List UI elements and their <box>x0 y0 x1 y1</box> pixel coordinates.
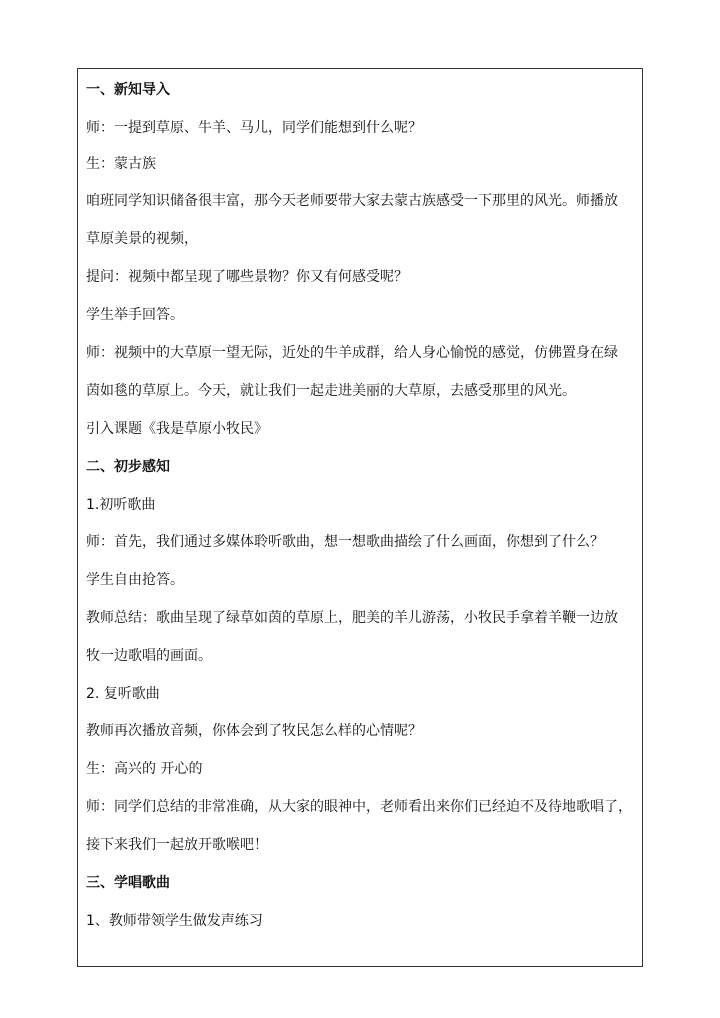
paragraph-line: 茵如毯的草原上。今天，就让我们一起走进美丽的大草原，去感受那里的风光。 <box>86 383 576 399</box>
paragraph-line: 学生自由抢答。 <box>86 572 184 588</box>
paragraph-line: 生：高兴的 开心的 <box>86 761 203 777</box>
paragraph-line: 师：一提到草原、牛羊、马儿，同学们能想到什么呢？ <box>86 120 422 136</box>
paragraph-line: 教师再次播放音频，你体会到了牧民怎么样的心情呢？ <box>86 723 422 739</box>
paragraph-line: 牧一边歌唱的画面。 <box>86 648 212 664</box>
paragraph-line: 1.初听歌曲 <box>86 497 156 513</box>
paragraph-line: 提问：视频中都呈现了哪些景物？你又有何感受呢？ <box>86 269 408 285</box>
section-heading: 三、学唱歌曲 <box>86 875 170 891</box>
paragraph-line: 生：蒙古族 <box>86 156 156 172</box>
section-heading: 二、初步感知 <box>86 459 170 475</box>
paragraph-line: 教师总结：歌曲呈现了绿草如茵的草原上，肥美的羊儿游荡，小牧民手拿着羊鞭一边放 <box>86 610 618 626</box>
paragraph-line: 学生举手回答。 <box>86 307 184 323</box>
paragraph-line: 草原美景的视频， <box>86 231 198 247</box>
paragraph-line: 2. 复听歌曲 <box>86 686 160 702</box>
paragraph-line: 咱班同学知识储备很丰富，那今天老师要带大家去蒙古族感受一下那里的风光。师播放 <box>86 193 618 209</box>
section-heading: 一、新知导入 <box>86 82 170 98</box>
paragraph-line: 师：视频中的大草原一望无际，近处的牛羊成群，给人身心愉悦的感觉，仿佛置身在绿 <box>86 345 618 361</box>
paragraph-line: 1、教师带领学生做发声练习 <box>86 913 263 929</box>
paragraph-line: 师：首先，我们通过多媒体聆听歌曲，想一想歌曲描绘了什么画面，你想到了什么？ <box>86 534 604 550</box>
paragraph-line: 引入课题《我是草原小牧民》 <box>86 421 268 437</box>
paragraph-line: 接下来我们一起放开歌喉吧！ <box>86 837 268 853</box>
paragraph-line: 师：同学们总结的非常准确，从大家的眼神中，老师看出来你们已经迫不及待地歌唱了， <box>86 799 632 815</box>
